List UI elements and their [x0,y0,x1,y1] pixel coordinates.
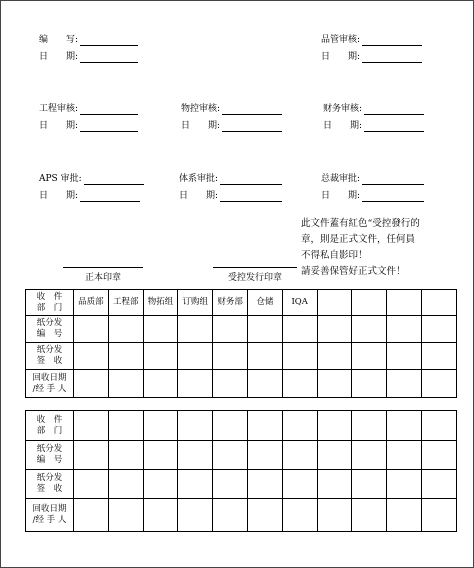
aps-approve-field [39,173,144,185]
sign-cell[interactable] [387,343,422,370]
sign-cell[interactable] [317,343,352,370]
copy-no-cell[interactable] [178,316,213,343]
recall-row-label: 回收日期 /经 手 人 [26,499,74,532]
gm-date-label: 日 期: [321,191,361,201]
distribution-table-1 [25,289,457,398]
compile-date-line[interactable] [80,53,138,63]
recall-cell[interactable] [213,370,248,398]
finance-date-line[interactable] [364,122,424,132]
notice-line-4: 請妥善保管好正式文件！ [301,266,406,277]
qc-review-label: 品管审核: [321,35,361,45]
copy-no-row-label: 纸分发 编 号 [26,441,74,470]
system-review-line[interactable] [220,175,282,185]
sign-cell[interactable] [213,470,248,499]
recall-row-label: 回收日期 /经 手 人 [26,370,74,398]
sign-cell[interactable] [178,343,213,370]
compiler-field [39,34,138,46]
dept-header-cell: 工程部 [108,290,143,316]
copy-no-cell[interactable] [247,441,282,470]
dept-header-cell: IQA [282,290,317,316]
compile-date-field [39,51,138,63]
dept-header-cell: 仓储 [247,290,282,316]
gm-approve-field [321,173,424,185]
dept-header-cell[interactable] [317,411,352,441]
finance-date-label: 日 期: [323,121,363,131]
controlled-copy-notice [301,216,461,280]
material-review-label: 物控审核: [181,104,221,114]
sign-cell[interactable] [352,470,387,499]
dept-header-cell: 财务部 [213,290,248,316]
table-row [26,370,457,398]
sign-cell[interactable] [213,343,248,370]
recall-cell[interactable] [143,370,178,398]
recall-cell[interactable] [143,499,178,532]
material-date-label: 日 期: [181,121,221,131]
material-date-field [181,120,282,132]
compile-date-label: 日 期: [39,52,79,62]
compiler-label: 编 写: [39,35,79,45]
official-seal-line [63,267,143,268]
finance-review-field [323,103,424,115]
system-review-label: 体系审批: [179,174,219,184]
table-row [26,316,457,343]
aps-date-line[interactable] [80,192,140,202]
dept-header-cell[interactable] [352,411,387,441]
system-date-line[interactable] [220,192,282,202]
copy-no-cell[interactable] [352,316,387,343]
copy-no-cell[interactable] [387,441,422,470]
sign-cell[interactable] [247,343,282,370]
gm-approve-line[interactable] [362,175,424,185]
recall-cell[interactable] [74,499,109,532]
copy-no-cell[interactable] [317,441,352,470]
dept-header-cell[interactable] [421,411,456,441]
sign-cell[interactable] [282,343,317,370]
copy-no-cell[interactable] [421,441,456,470]
eng-date-field [39,120,138,132]
sign-cell[interactable] [317,470,352,499]
sign-cell[interactable] [421,470,456,499]
dept-header-cell[interactable] [108,411,143,441]
eng-date-label: 日 期: [39,121,79,131]
dept-header-cell[interactable] [178,411,213,441]
system-date-field [179,190,282,202]
table-row [26,290,457,316]
controlled-seal-label: 受控发行印章 [227,273,282,283]
sign-cell[interactable] [282,470,317,499]
dept-header-cell: 品质部 [74,290,109,316]
dept-header-cell[interactable] [282,411,317,441]
recall-cell[interactable] [247,499,282,532]
recall-cell[interactable] [178,499,213,532]
recall-cell[interactable] [421,499,456,532]
aps-date-field [39,190,140,202]
gm-date-field [321,190,424,202]
recall-cell[interactable] [282,370,317,398]
recall-cell[interactable] [317,370,352,398]
sign-row-label: 纸分发 签 收 [26,343,74,370]
dept-header-cell[interactable] [247,411,282,441]
copy-no-cell[interactable] [213,316,248,343]
dept-header-cell [421,290,456,316]
controlled-seal-area [213,267,297,283]
qc-date-label: 日 期: [321,52,361,62]
sign-cell[interactable] [143,343,178,370]
sign-row-label: 纸分发 签 收 [26,470,74,499]
qc-review-field [321,34,422,46]
qc-date-field [321,51,422,63]
dept-header-cell[interactable] [74,411,109,441]
system-review-field [179,173,282,185]
table-row [26,470,457,499]
recall-cell[interactable] [282,499,317,532]
dept-header-cell[interactable] [387,411,422,441]
copy-no-cell[interactable] [143,316,178,343]
dept-header-cell[interactable] [143,411,178,441]
eng-review-field [39,103,138,115]
aps-date-label: 日 期: [39,191,79,201]
sign-cell[interactable] [108,470,143,499]
copy-no-cell[interactable] [74,316,109,343]
sign-cell[interactable] [108,343,143,370]
copy-no-cell[interactable] [317,316,352,343]
copy-no-cell[interactable] [74,441,109,470]
recall-cell[interactable] [108,370,143,398]
recall-cell[interactable] [178,370,213,398]
copy-no-cell[interactable] [282,441,317,470]
recall-cell[interactable] [74,370,109,398]
material-review-field [181,103,282,115]
finance-review-line[interactable] [364,105,424,115]
dept-header-cell: 物拓组 [143,290,178,316]
dept-header-cell [352,290,387,316]
copy-no-cell[interactable] [108,441,143,470]
copy-no-cell[interactable] [178,441,213,470]
aps-approve-line[interactable] [84,175,144,185]
copy-no-cell[interactable] [108,316,143,343]
aps-approve-label: APS 审批: [39,174,82,184]
eng-date-line[interactable] [80,122,138,132]
eng-review-label: 工程审核: [39,104,79,114]
eng-review-line[interactable] [80,105,138,115]
recall-cell[interactable] [421,370,456,398]
copy-no-row-label: 纸分发 编 号 [26,316,74,343]
copy-no-cell[interactable] [282,316,317,343]
copy-no-cell[interactable] [143,441,178,470]
official-seal-label: 正本印章 [84,273,121,283]
controlled-seal-line [213,267,297,268]
recall-cell[interactable] [108,499,143,532]
gm-approve-label: 总裁审批: [321,174,361,184]
dept-header-cell: 订购组 [178,290,213,316]
gm-date-line[interactable] [362,192,424,202]
dept-header-cell [387,290,422,316]
qc-review-line[interactable] [362,36,422,46]
compiler-line[interactable] [80,36,138,46]
dept-row-label: 收 件 部 门 [26,411,74,441]
recall-cell[interactable] [352,370,387,398]
material-date-line[interactable] [222,122,282,132]
recall-cell[interactable] [317,499,352,532]
recall-cell[interactable] [387,370,422,398]
table-row [26,499,457,532]
recall-cell[interactable] [352,499,387,532]
copy-no-cell[interactable] [387,316,422,343]
sign-cell[interactable] [74,470,109,499]
recall-cell[interactable] [387,499,422,532]
notice-line-2: 章，則是正式文件，任何員 [301,234,416,245]
copy-no-cell[interactable] [421,316,456,343]
copy-no-cell[interactable] [247,316,282,343]
notice-line-3: 不得私自影印！ [301,250,368,261]
sign-cell[interactable] [178,470,213,499]
dept-row-label: 收 件 部 门 [26,290,74,316]
sign-cell[interactable] [352,343,387,370]
table-row [26,441,457,470]
recall-cell[interactable] [213,499,248,532]
system-date-label: 日 期: [179,191,219,201]
notice-line-1: 此文件蓋有紅色“受控發行的 [301,218,420,229]
finance-date-field [323,120,424,132]
finance-review-label: 财务审核: [323,104,363,114]
copy-no-cell[interactable] [213,441,248,470]
sign-cell[interactable] [421,343,456,370]
dept-header-cell[interactable] [213,411,248,441]
table-row [26,343,457,370]
qc-date-line[interactable] [362,53,422,63]
sign-cell[interactable] [247,470,282,499]
official-seal-area [63,267,143,283]
copy-no-cell[interactable] [352,441,387,470]
sign-cell[interactable] [74,343,109,370]
table-row [26,411,457,441]
sign-cell[interactable] [387,470,422,499]
sign-cell[interactable] [143,470,178,499]
recall-cell[interactable] [247,370,282,398]
dept-header-cell [317,290,352,316]
material-review-line[interactable] [222,105,282,115]
distribution-table-2 [25,410,457,532]
